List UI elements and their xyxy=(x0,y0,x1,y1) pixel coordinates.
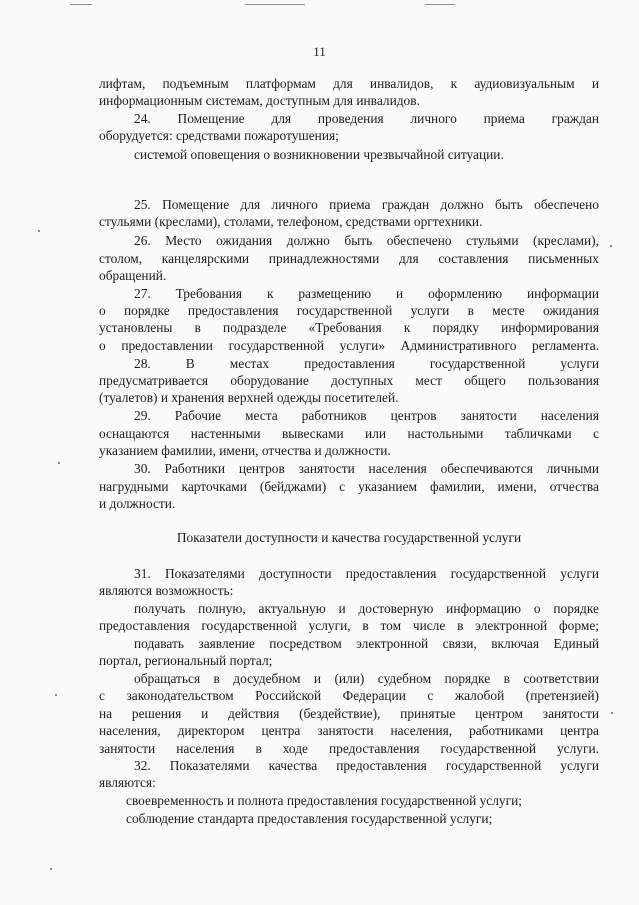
text-line: с законодательством Российской Федерации с жалобой (претензией) xyxy=(99,688,599,703)
scan-speck xyxy=(50,868,52,870)
text-line: подавать заявление посредством электронной связи, включая Единый xyxy=(134,636,599,651)
text-line: указанием фамилии, имени, отчества и должности. xyxy=(99,443,391,458)
scan-speck xyxy=(58,462,60,464)
text-line: занятости населения в ходе предоставления государственной услуги. xyxy=(99,741,599,756)
text-line: установлены в подразделе «Требования к порядку информирования xyxy=(99,320,599,335)
text-line: информационным системам, доступным для инвалидов. xyxy=(99,93,420,108)
text-line: и должности. xyxy=(99,496,176,511)
text-line: 25. Помещение для личного приема граждан должно быть обеспечено xyxy=(134,197,599,212)
scan-speck xyxy=(425,4,455,5)
scan-speck xyxy=(70,4,92,5)
text-line: системой оповещения о возникновении чрезвычайной ситуации. xyxy=(134,147,504,162)
text-line: своевременность и полнота предоставления государственной услуги; xyxy=(126,793,522,808)
text-line: оснащаются настенными вывесками или настольными табличками с xyxy=(99,426,599,441)
text-line: являются: xyxy=(99,775,156,790)
text-line: получать полную, актуальную и достоверную информацию о порядке xyxy=(134,601,599,616)
scan-speck xyxy=(55,694,57,696)
scan-speck xyxy=(38,230,40,232)
text-line: (туалетов) и хранения верхней одежды посетителей. xyxy=(99,390,399,405)
page-number: 11 xyxy=(313,44,326,59)
text-line: о предоставлении государственной услуги» Административного регламента. xyxy=(99,338,599,353)
section-heading: Показатели доступности и качества государственной услуги xyxy=(176,530,522,545)
text-line: портал, региональный портал; xyxy=(99,653,273,668)
text-line: 28. В местах предоставления государственной услуги xyxy=(134,356,599,371)
text-line: обращаться в досудебном и (или) судебном порядке в соответствии xyxy=(134,671,599,686)
text-line: 26. Место ожидания должно быть обеспечено стульями (креслами), xyxy=(134,233,599,248)
scan-speck xyxy=(611,712,613,714)
text-line: оборудуется: средствами пожаротушения; xyxy=(99,128,339,143)
text-line: лифтам, подъемным платформам для инвалидов, к аудиовизуальным и xyxy=(99,76,599,91)
text-line: нагрудными карточками (бейджами) с указанием фамилии, имени, отчества xyxy=(99,479,599,494)
scan-speck xyxy=(610,245,612,247)
text-line: 32. Показателями качества предоставления государственной услуги xyxy=(134,758,599,773)
text-line: населения, директором центра занятости населения, работниками центра xyxy=(99,723,599,738)
scan-speck xyxy=(245,4,305,5)
text-line: являются возможность: xyxy=(99,583,234,598)
text-line: 30. Работники центров занятости населения обеспечиваются личными xyxy=(134,461,599,476)
text-line: предусматривается оборудование доступных мест общего пользования xyxy=(99,373,599,388)
text-line: 24. Помещение для проведения личного приема граждан xyxy=(134,111,599,126)
text-line: 29. Рабочие места работников центров занятости населения xyxy=(134,408,599,423)
text-line: 31. Показателями доступности предоставления государственной услуги xyxy=(134,566,599,581)
text-line: о порядке предоставления государственной услуги в месте ожидания xyxy=(99,303,599,318)
text-line: 27. Требования к размещению и оформлению информации xyxy=(134,286,599,301)
text-line: на решения и действия (бездействие), принятые центром занятости xyxy=(99,706,599,721)
text-line: стульями (креслами), столами, телефоном, средствами оргтехники. xyxy=(99,214,483,229)
text-line: соблюдение стандарта предоставления государственной услуги; xyxy=(126,811,493,826)
text-line: предоставления государственной услуги, в том числе в электронной форме; xyxy=(99,618,599,633)
text-line: столом, канцелярскими принадлежностями для составления письменных xyxy=(99,251,599,266)
text-line: обращений. xyxy=(99,268,167,283)
